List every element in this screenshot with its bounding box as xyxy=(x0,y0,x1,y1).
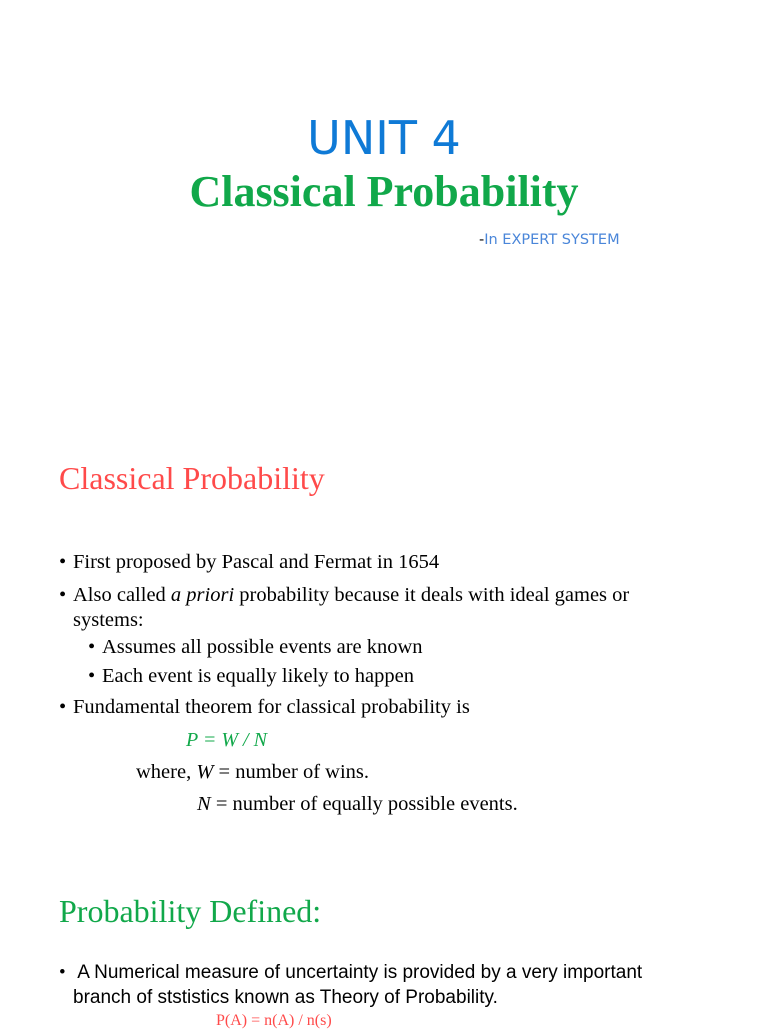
bullet-icon: • xyxy=(88,636,96,658)
main-title: Classical Probability xyxy=(189,167,579,216)
bullet-text: A Numerical measure of uncertainty is provided by a very important xyxy=(73,962,643,983)
bullet-text: probability because it deals with ideal games or xyxy=(234,584,630,606)
bullet-icon: • xyxy=(59,962,66,983)
list-item xyxy=(59,960,642,986)
formula: P = W / N xyxy=(186,729,267,751)
partial-formula: P(A) = n(A) / n(s) xyxy=(216,1012,332,1029)
bullet-icon: • xyxy=(59,551,67,573)
bullet-continuation: systems: xyxy=(73,609,144,631)
variable-n: N xyxy=(197,793,211,815)
list-item xyxy=(59,549,439,575)
bullet-text: First proposed by Pascal and Fermat in 1654 xyxy=(73,551,440,573)
bullet-icon: • xyxy=(88,665,96,687)
bullet-text: Each event is equally likely to happen xyxy=(102,665,414,687)
bullet-text: Fundamental theorem for classical probability is xyxy=(73,696,470,718)
formula-definition-w xyxy=(136,759,369,785)
bullet-text: Also called xyxy=(73,584,171,606)
list-item xyxy=(88,663,414,689)
variable-w: W xyxy=(196,761,214,783)
bullet-icon: • xyxy=(59,696,67,718)
bullet-emphasis: a priori xyxy=(170,584,235,606)
subtitle xyxy=(479,230,620,250)
definition-text: = number of wins. xyxy=(213,761,370,783)
unit-title: UNIT 4 xyxy=(307,111,461,165)
definition-prefix: where, xyxy=(136,761,197,783)
definition-text: = number of equally possible events. xyxy=(210,793,518,815)
subtitle-dash: - xyxy=(479,232,485,248)
subtitle-text: In EXPERT SYSTEM xyxy=(484,232,620,248)
section-heading-classical: Classical Probability xyxy=(59,460,325,496)
list-item xyxy=(59,694,470,720)
section-heading-defined: Probability Defined: xyxy=(59,893,322,929)
bullet-icon: • xyxy=(59,584,67,606)
bullet-continuation: branch of ststistics known as Theory of Probability. xyxy=(73,987,498,1008)
list-item xyxy=(88,634,423,660)
formula-definition-n xyxy=(197,791,518,817)
bullet-text: Assumes all possible events are known xyxy=(102,636,423,658)
list-item xyxy=(59,582,629,608)
